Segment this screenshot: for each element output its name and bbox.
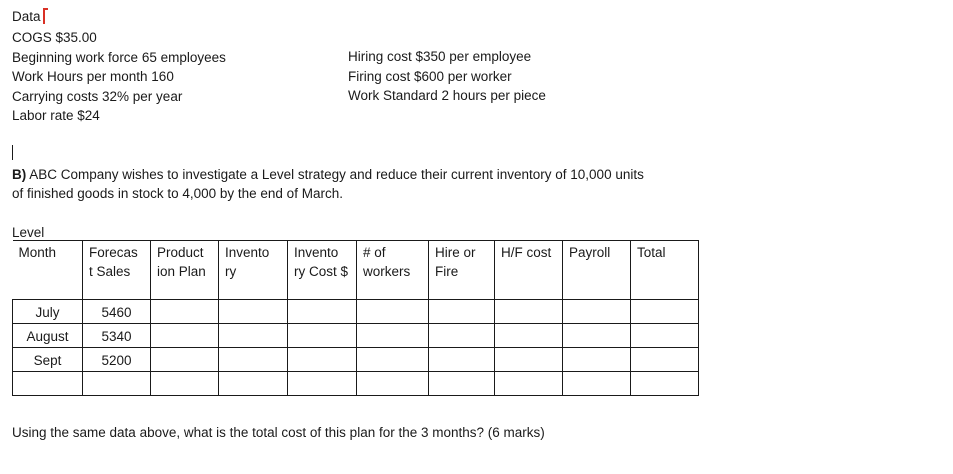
- question-paragraph: [12, 165, 652, 203]
- cell-payroll[interactable]: [563, 348, 631, 372]
- cell-inventory-cost[interactable]: [288, 372, 357, 396]
- cell-inventory-cost[interactable]: [288, 300, 357, 324]
- header-forecast-sales: Forecas t Sales: [83, 241, 151, 300]
- cell-inventory-cost[interactable]: [288, 324, 357, 348]
- cell-inventory[interactable]: [219, 348, 288, 372]
- cell-payroll[interactable]: [563, 324, 631, 348]
- cell-workers[interactable]: [357, 324, 429, 348]
- cell-inventory[interactable]: [219, 300, 288, 324]
- carrying-costs-text: Carrying costs 32% per year: [12, 88, 183, 104]
- labor-rate-text: Labor rate $24: [12, 108, 100, 124]
- cell-forecast[interactable]: 5460: [83, 300, 151, 324]
- data-title-text: Data: [12, 9, 41, 24]
- table-caption: Level: [12, 225, 45, 240]
- cell-total[interactable]: [631, 372, 699, 396]
- header-inventory-cost: Invento ry Cost $: [288, 241, 357, 300]
- data-right-column: [348, 47, 546, 106]
- cell-month[interactable]: July: [13, 300, 83, 324]
- table-header-row: [13, 241, 699, 300]
- cell-total[interactable]: [631, 348, 699, 372]
- cell-total[interactable]: [631, 300, 699, 324]
- cell-forecast[interactable]: [83, 372, 151, 396]
- cell-workers[interactable]: [357, 372, 429, 396]
- hiring-cost-text: Hiring cost $350 per employee: [348, 49, 532, 64]
- header-hf-cost: H/F cost: [495, 241, 563, 300]
- question-label: B): [12, 167, 27, 182]
- text-cursor-marker: [43, 8, 45, 24]
- data-title: [12, 8, 45, 26]
- cell-inventory[interactable]: [219, 372, 288, 396]
- cell-month[interactable]: Sept: [13, 348, 83, 372]
- cell-inventory-cost[interactable]: [288, 348, 357, 372]
- cell-production[interactable]: [151, 348, 219, 372]
- cell-hire-fire[interactable]: [429, 300, 495, 324]
- header-workers: # of workers: [357, 241, 429, 300]
- cell-hf-cost[interactable]: [495, 324, 563, 348]
- cell-total[interactable]: [631, 324, 699, 348]
- work-standard-text: Work Standard 2 hours per piece: [348, 88, 546, 104]
- cell-production[interactable]: [151, 372, 219, 396]
- cell-payroll[interactable]: [563, 300, 631, 324]
- header-hire-fire: Hire or Fire: [429, 241, 495, 300]
- cell-workers[interactable]: [357, 348, 429, 372]
- footer-question: Using the same data above, what is the total cost of this plan for the 3 months? (6 marks): [12, 425, 545, 440]
- question-text: ABC Company wishes to investigate a Level strategy and reduce their current inventory of 10,000 units of finished goods in stock to 4,000 by the end of March.: [12, 167, 644, 201]
- cell-hf-cost[interactable]: [495, 372, 563, 396]
- header-month: Month: [13, 241, 83, 300]
- cell-forecast[interactable]: 5200: [83, 348, 151, 372]
- cell-hire-fire[interactable]: [429, 324, 495, 348]
- cell-hf-cost[interactable]: [495, 348, 563, 372]
- cell-month[interactable]: [13, 372, 83, 396]
- cell-workers[interactable]: [357, 300, 429, 324]
- header-production-plan: Product ion Plan: [151, 241, 219, 300]
- cogs-text: COGS $35.00: [12, 30, 97, 45]
- header-payroll: Payroll: [563, 241, 631, 300]
- cell-production[interactable]: [151, 324, 219, 348]
- level-plan-table: [12, 240, 699, 396]
- cell-production[interactable]: [151, 300, 219, 324]
- cell-hf-cost[interactable]: [495, 300, 563, 324]
- cell-inventory[interactable]: [219, 324, 288, 348]
- header-inventory: Invento ry: [219, 241, 288, 300]
- data-left-column: [12, 28, 226, 126]
- table-row: [13, 324, 699, 348]
- cell-forecast[interactable]: 5340: [83, 324, 151, 348]
- cell-hire-fire[interactable]: [429, 372, 495, 396]
- cell-hire-fire[interactable]: [429, 348, 495, 372]
- text-caret: [12, 145, 13, 160]
- table-row: [13, 372, 699, 396]
- cell-month[interactable]: August: [13, 324, 83, 348]
- header-total: Total: [631, 241, 699, 300]
- work-hours-text: Work Hours per month 160: [12, 69, 174, 85]
- cell-payroll[interactable]: [563, 372, 631, 396]
- workforce-text: Beginning work force 65 employees: [12, 49, 226, 65]
- table-row: [13, 300, 699, 324]
- firing-cost-text: Firing cost $600 per worker: [348, 68, 512, 84]
- table-row: [13, 348, 699, 372]
